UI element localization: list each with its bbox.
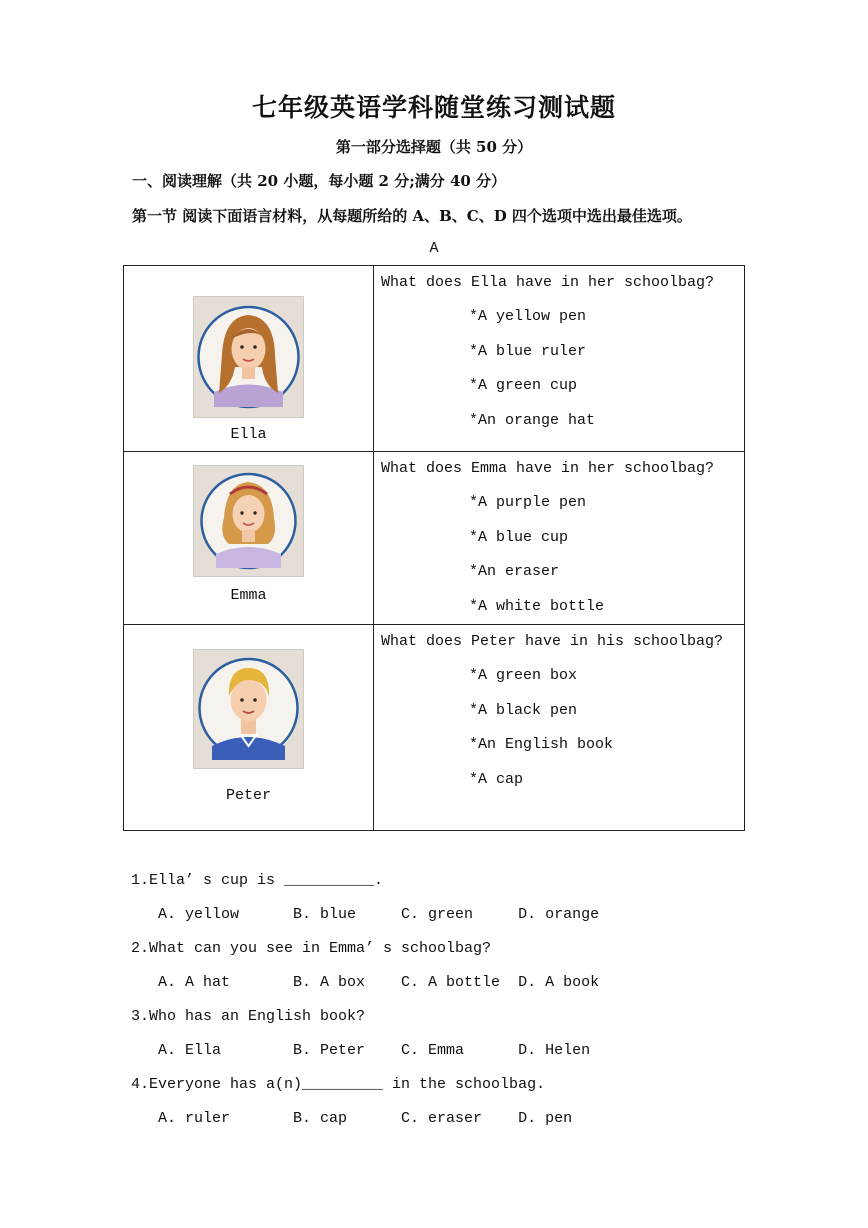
list-item: *An orange hat [469,411,596,429]
cell-question: What does Peter have in his schoolbag? [381,633,724,650]
girl-portrait-icon [194,466,303,576]
portrait-name: Ella [230,426,267,443]
list-item: *A green cup [469,377,578,394]
question-stem: 1.Ella’ s cup is __________. [131,872,384,889]
question-cell [374,625,745,831]
portrait-cell [124,266,374,452]
cell-question: What does Ella have in her schoolbag? [381,274,715,291]
question-options: A. Ella B. Peter C. Emma D. Helen [131,1042,591,1059]
list-item: *A blue cup [469,528,569,546]
question-cell [374,266,745,452]
list-item: *A green box [469,667,578,684]
question-options: A. yellow B. blue C. green D. orange [131,906,600,923]
ella-portrait [193,296,304,418]
emma-portrait [193,465,304,577]
part-heading: 第一部分选择题（共 50 分） [335,138,533,156]
question-options: A. A hat B. A box C. A bottle D. A book [131,974,600,991]
list-item: *A black pen [469,701,578,719]
cell-question: What does Emma have in her schoolbag? [381,460,715,477]
portrait-name: Emma [230,587,267,604]
page-title: 七年级英语学科随堂练习测试题 [251,93,616,122]
reading-table [123,265,745,831]
question-stem: 4.Everyone has a(n)_________ in the schoolbag. [131,1076,546,1093]
table-row [124,625,745,831]
list-item: *A yellow pen [469,308,587,325]
question-cell [374,452,745,625]
peter-portrait [193,649,304,769]
portrait-name: Peter [225,787,271,804]
portrait-cell [124,625,374,831]
list-item: *A cap [469,770,524,788]
list-item: *A white bottle [469,597,605,615]
table-row [124,266,745,452]
list-item: *A blue ruler [469,342,587,360]
section-heading: 一、阅读理解（共 20 小题，每小题 2 分;满分 40 分） [132,172,507,190]
list-item: *An English book [469,736,614,753]
passage-label: A [429,240,439,257]
section-instruction: 第一节 阅读下面语言材料，从每题所给的 A、B、C、D 四个选项中选出最佳选项。 [132,207,692,225]
list-item: *An eraser [469,563,560,580]
table-row [124,452,745,625]
question-options: A. ruler B. cap C. eraser D. pen [131,1110,573,1127]
boy-portrait-icon [194,650,303,768]
question-stem: 2.What can you see in Emma’ s schoolbag? [131,940,492,957]
girl-portrait-icon [194,297,303,417]
question-stem: 3.Who has an English book? [131,1008,366,1025]
list-item: *A purple pen [469,494,587,511]
portrait-cell [124,452,374,625]
